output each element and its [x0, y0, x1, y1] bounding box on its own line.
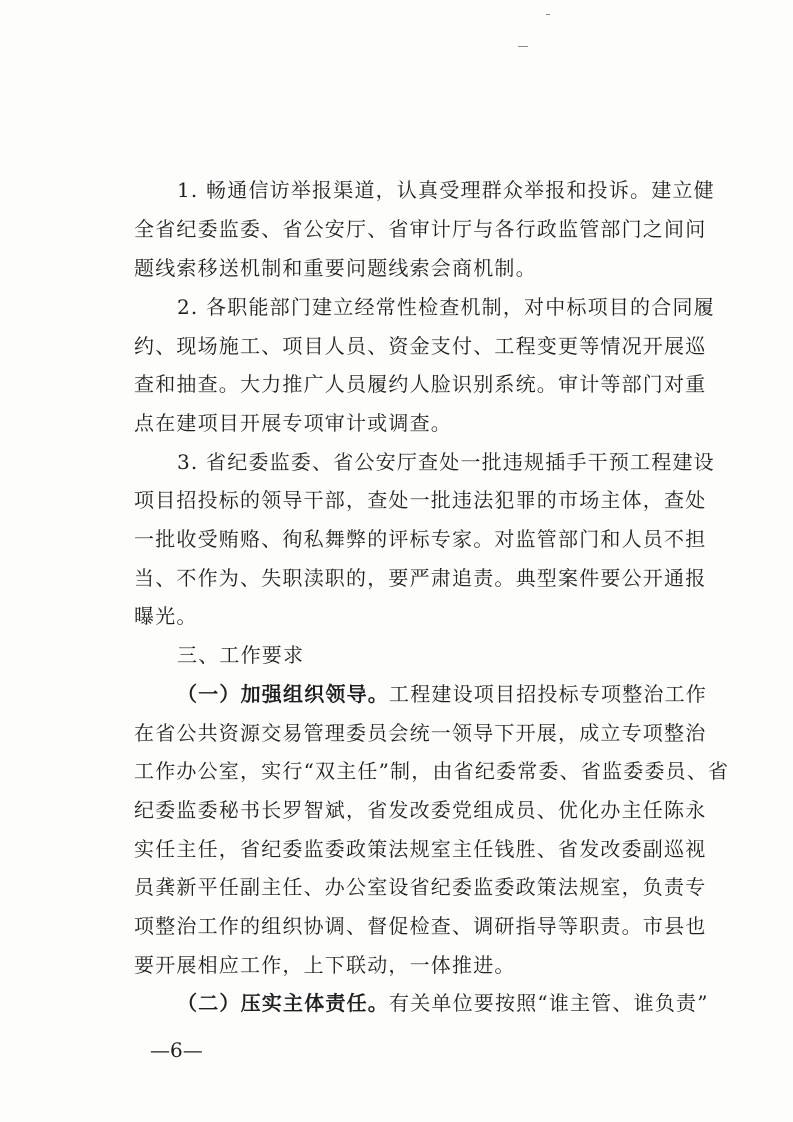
paragraph-line	[0, 598, 793, 634]
paragraph-line	[0, 985, 793, 1021]
paragraph-line	[0, 444, 793, 480]
paragraph-line	[0, 753, 793, 789]
paragraph-line	[0, 947, 793, 983]
text-run: 一批收受贿赂、徇私舞弊的评标专家。对监管部门和人员不担	[134, 527, 707, 551]
paragraph-line	[0, 869, 793, 905]
paragraph-line	[0, 560, 793, 596]
text-run: 在省公共资源交易管理委员会统一领导下开展，成立专项整治	[134, 721, 707, 745]
text-run: 全省纪委监委、省公安厅、省审计厅与各行政监管部门之间问	[134, 217, 707, 241]
section-heading	[0, 637, 793, 673]
text-run: 题线索移送机制和重要问题线索会商机制。	[134, 256, 537, 280]
text-run: 当、不作为、失职渎职的，要严肃追责。典型案件要公开通报	[134, 566, 707, 590]
text-run: 纪委监委秘书长罗智斌，省发改委党组成员、优化办主任陈永	[134, 798, 707, 822]
paragraph-line	[0, 366, 793, 402]
text-run: 查和抽查。大力推广人员履约人脸识别系统。审计等部门对重	[134, 372, 707, 396]
text-run: 曝光。	[134, 604, 198, 628]
scan-speck	[518, 46, 528, 47]
paragraph-line	[0, 250, 793, 286]
scan-speck	[546, 14, 550, 15]
subsection-heading: （二）压实主体责任。	[177, 991, 389, 1015]
text-run: 2. 各职能部门建立经常性检查机制，对中标项目的合同履	[177, 295, 715, 319]
text-run: 点在建项目开展专项审计或调查。	[134, 411, 452, 435]
paragraph-line	[0, 482, 793, 518]
paragraph-line	[0, 289, 793, 325]
text-run: 项目招投标的领导干部，查处一批违法犯罪的市场主体，查处	[134, 488, 707, 512]
text-run: 要开展相应工作，上下联动，一体推进。	[134, 953, 516, 977]
text-run: 工程建设项目招投标专项整治工作	[389, 682, 707, 706]
page-number: —6—	[150, 1038, 203, 1062]
text-run: 有关单位要按照“谁主管、谁负责”	[389, 991, 709, 1015]
text-run: 约、现场施工、项目人员、资金支付、工程变更等情况开展巡	[134, 334, 707, 358]
paragraph-line	[0, 211, 793, 247]
paragraph-line	[0, 792, 793, 828]
section-heading-text: 三、工作要求	[177, 643, 305, 667]
paragraph-line	[0, 328, 793, 364]
text-run: 项整治工作的组织协调、督促检查、调研指导等职责。市县也	[134, 914, 707, 938]
paragraph-line	[0, 831, 793, 867]
paragraph-line	[0, 676, 793, 712]
subsection-heading: （一）加强组织领导。	[177, 682, 389, 706]
paragraph-line	[0, 405, 793, 441]
text-run: 实任主任，省纪委监委政策法规室主任钱胜、省发改委副巡视	[134, 837, 707, 861]
paragraph-line	[0, 521, 793, 557]
paragraph-line	[0, 908, 793, 944]
text-run: 工作办公室，实行“双主任”制，由省纪委常委、省监委委员、省	[134, 759, 730, 783]
paragraph-line	[0, 172, 793, 208]
text-run: 3. 省纪委监委、省公安厅查处一批违规插手干预工程建设	[177, 450, 715, 474]
text-run: 员龚新平任副主任、办公室设省纪委监委政策法规室，负责专	[134, 875, 707, 899]
paragraph-line	[0, 715, 793, 751]
text-run: 1. 畅通信访举报渠道，认真受理群众举报和投诉。建立健	[177, 178, 715, 202]
